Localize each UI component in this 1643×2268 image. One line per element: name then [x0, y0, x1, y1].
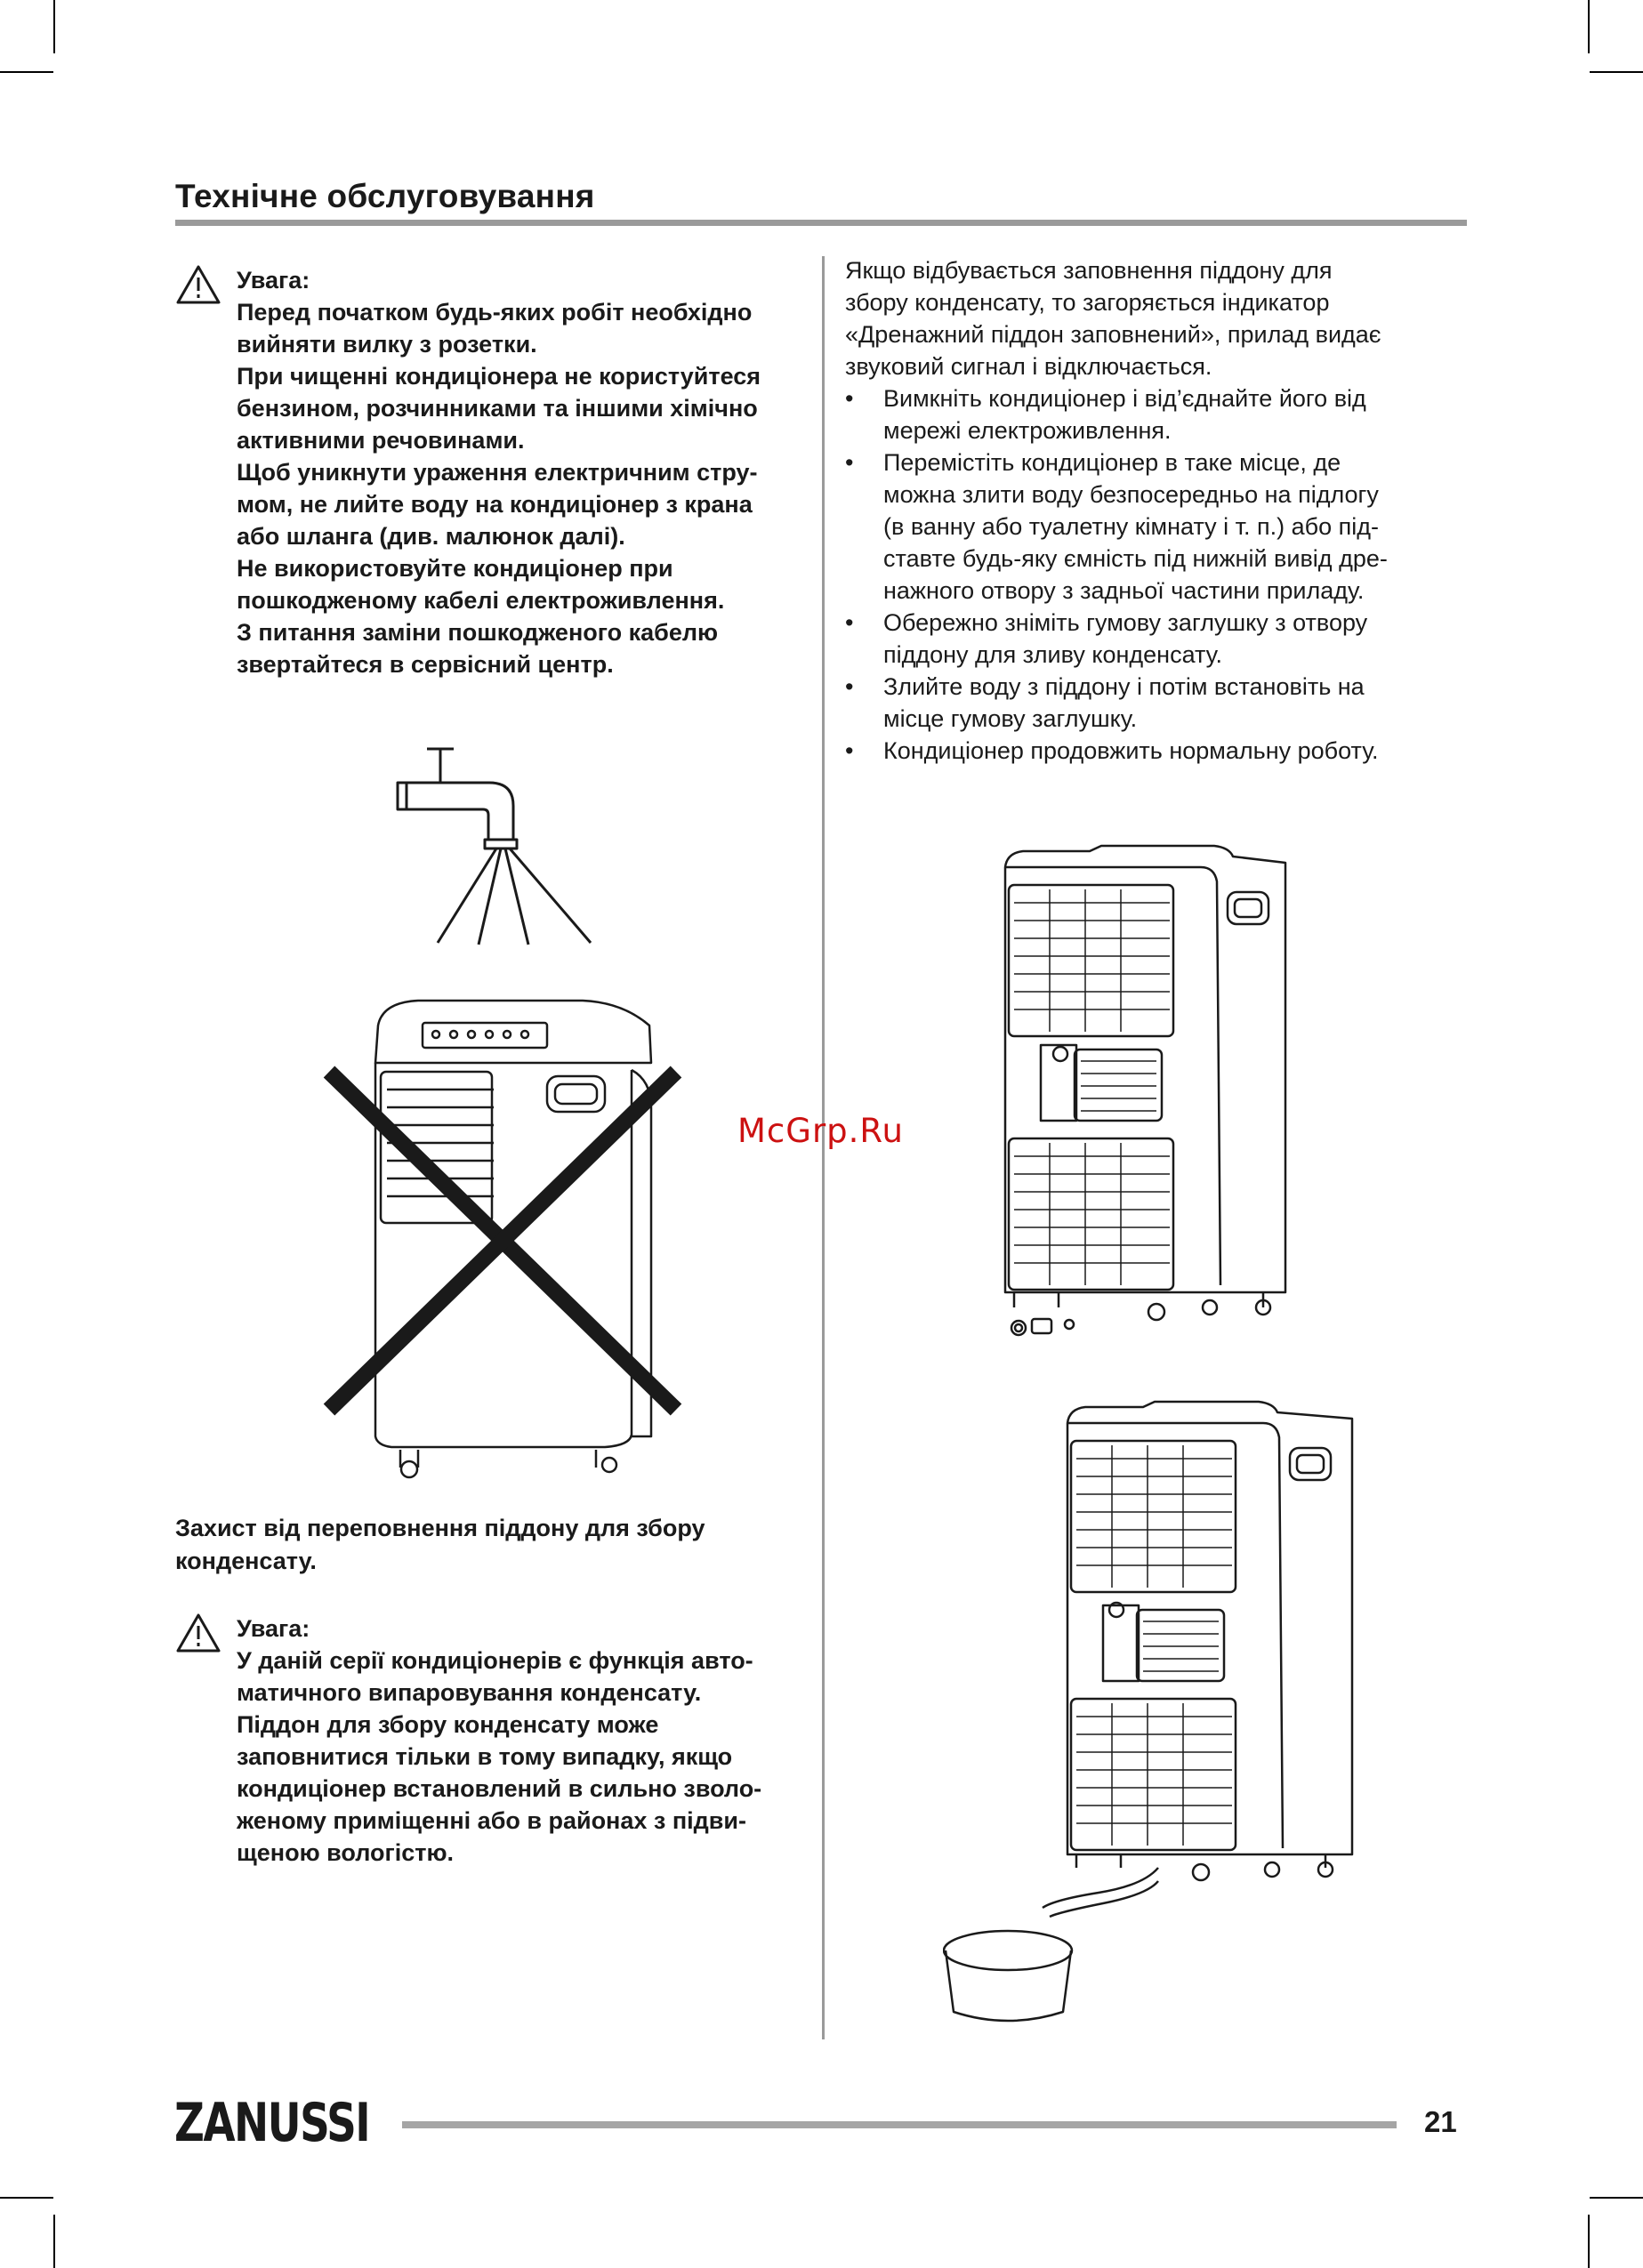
- title-divider: [175, 220, 1467, 226]
- warning-line: або шланга (див. малюнок далі).: [237, 523, 625, 550]
- list-item-line: місце гумову заглушку.: [883, 705, 1138, 732]
- warning-line: кондиціонер встановлений в сильно зволо-: [237, 1775, 762, 1802]
- list-item-line: (в ванну або туалетну кімнату і т. п.) або під-: [883, 513, 1379, 540]
- list-item-line: піддону для зливу конденсату.: [883, 641, 1222, 668]
- list-item: [845, 671, 1388, 735]
- brand-logo: ZANUSSI: [174, 2092, 370, 2154]
- warning-line: Не використовуйте кондиціонер при: [237, 555, 673, 582]
- list-item-line: Вимкніть кондиціонер і від’єднайте його від: [883, 385, 1366, 412]
- bullet: •: [845, 385, 854, 412]
- warning-line: матичного випаровування конденсату.: [237, 1679, 702, 1706]
- list-item: [845, 382, 1388, 446]
- crop-mark: [53, 0, 55, 53]
- warning-line: заповнитися тільки в тому випадку, якщо: [237, 1743, 733, 1770]
- footer-divider: [402, 2121, 1397, 2128]
- warning-text-2: [237, 1613, 761, 1869]
- bullet: •: [845, 737, 854, 764]
- air-conditioner-rear-plug-illustration: [996, 840, 1299, 1339]
- list-item-line: ставте будь-яку ємність під нижній вивід дре-: [883, 545, 1388, 572]
- list-item-line: можна злити воду безпосередньо на підлогу: [883, 481, 1379, 508]
- intro-line: «Дренажний піддон заповнений», прилад видає: [845, 321, 1381, 348]
- watermark: McGrp.Ru: [737, 1112, 904, 1150]
- list-item-line: Кондиціонер продовжить нормальну роботу.: [883, 737, 1379, 764]
- warning-line: мом, не лийте воду на кондиціонер з крана: [237, 491, 753, 518]
- list-item-line: Злийте воду з піддону і потім встановіть на: [883, 673, 1365, 700]
- warning-line: женому приміщенні або в районах з підви-: [237, 1807, 746, 1834]
- crop-mark: [1588, 0, 1590, 53]
- warning-line: активними речовинами.: [237, 427, 525, 454]
- right-column-text: [845, 254, 1388, 767]
- section-heading: [175, 1512, 705, 1578]
- warning-line: Перед початком будь-яких робіт необхідно: [237, 299, 753, 326]
- warning-text-1: [237, 264, 761, 680]
- warning-heading: Увага:: [237, 267, 310, 294]
- list-item: [845, 735, 1388, 767]
- crop-mark: [53, 2215, 55, 2268]
- section-heading-line: Захист від переповнення піддону для збору: [175, 1515, 705, 1541]
- intro-line: Якщо відбувається заповнення піддону для: [845, 257, 1333, 284]
- crop-mark: [0, 71, 53, 73]
- warning-line: вийняти вилку з розетки.: [237, 331, 537, 358]
- list-item-line: Перемістіть кондиціонер в таке місце, де: [883, 449, 1341, 476]
- warning-triangle-icon: [175, 264, 221, 305]
- warning-line: звертайтеся в сервісний центр.: [237, 651, 614, 678]
- bullet: •: [845, 449, 854, 476]
- faucet-spray-illustration: [383, 738, 632, 952]
- warning-triangle-icon: [175, 1613, 221, 1653]
- list-item: [845, 607, 1388, 671]
- list-item-line: мережі електроживлення.: [883, 417, 1172, 444]
- warning-heading: Увага:: [237, 1615, 310, 1642]
- list-item: [845, 446, 1388, 607]
- page-title: Технічне обслуговування: [175, 178, 595, 214]
- warning-line: Щоб уникнути ураження електричним стру-: [237, 459, 758, 486]
- crop-mark: [1590, 71, 1643, 73]
- warning-line: щеною вологістю.: [237, 1839, 455, 1866]
- crop-mark: [1590, 2197, 1643, 2199]
- warning-line: З питання заміни пошкодженого кабелю: [237, 619, 719, 646]
- page-number: 21: [1424, 2105, 1457, 2138]
- list-item-line: Обережно зніміть гумову заглушку з отвору: [883, 609, 1368, 636]
- section-heading-line: конденсату.: [175, 1548, 317, 1574]
- warning-line: У даній серії кондиціонерів є функція авто-: [237, 1647, 753, 1674]
- instruction-list: [845, 382, 1388, 767]
- warning-line: пошкодженому кабелі електроживлення.: [237, 587, 725, 614]
- intro-line: звуковий сигнал і відключається.: [845, 353, 1212, 380]
- crop-mark: [1588, 2215, 1590, 2268]
- air-conditioner-crossed-illustration: [320, 992, 694, 1481]
- warning-line: При чищенні кондиціонера не користуйтеся: [237, 363, 761, 390]
- bullet: •: [845, 609, 854, 636]
- intro-line: збору конденсату, то загоряється індикатор: [845, 289, 1330, 316]
- list-item-line: нажного отвору з задньої частини приладу.: [883, 577, 1365, 604]
- warning-block-1: [175, 264, 816, 682]
- crop-mark: [0, 2197, 53, 2199]
- air-conditioner-rear-drain-illustration: [943, 1396, 1361, 2037]
- warning-line: бензином, розчинниками та іншими хімічно: [237, 395, 758, 422]
- warning-line: Піддон для збору конденсату може: [237, 1711, 659, 1738]
- warning-block-2: [175, 1613, 816, 1879]
- bullet: •: [845, 673, 854, 700]
